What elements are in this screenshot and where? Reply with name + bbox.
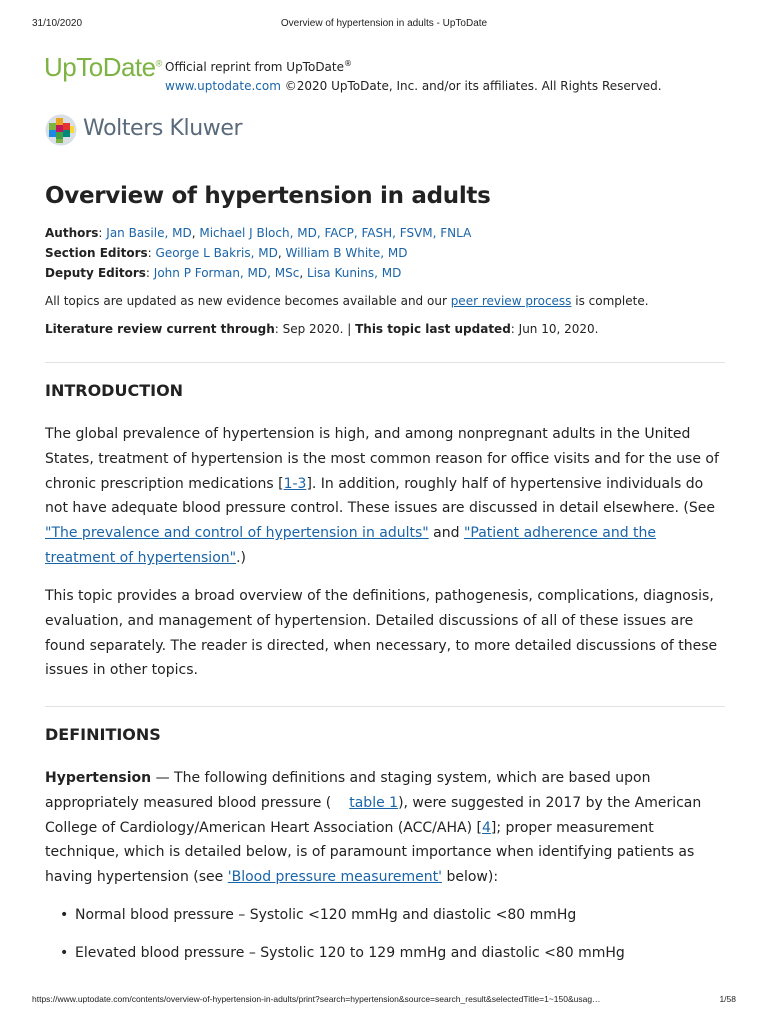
page-title: Overview of hypertension in adults xyxy=(45,183,491,209)
uptodate-logo-reg: ® xyxy=(155,58,162,69)
bp-measurement-link[interactable]: 'Blood pressure measurement' xyxy=(227,869,442,886)
introduction-paragraph-2: This topic provides a broad overview of the definitions, pathogenesis, complications, diagnosis, evaluation, and management of hypertension. Detailed discussions of all of these issues are found separately. The reader is directed, when necessary, to more detailed discussions of these issues in other topics. xyxy=(45,588,718,679)
definitions-heading: DEFINITIONS xyxy=(45,725,161,744)
list-item-text: Elevated blood pressure – Systolic 120 to 129 mmHg and diastolic <80 mmHg xyxy=(75,945,625,961)
section-divider xyxy=(45,362,725,363)
introduction-heading: INTRODUCTION xyxy=(45,381,184,400)
update-notice xyxy=(45,291,735,311)
print-url: https://www.uptodate.com/contents/overview-of-hypertension-in-adults/print?search=hypertension&source=search_result&selectedTitle=1~150&usag… xyxy=(32,994,601,1004)
section-editor-link[interactable]: George L Bakris, MD xyxy=(155,246,278,260)
definitions-text: ]; proper measurement technique, which is detailed below, is of paramount importance when identifying patients as having hypertension (see xyxy=(45,819,695,886)
deputy-editor-link[interactable]: Lisa Kunins, MD xyxy=(307,266,402,280)
definitions-text: — The following definitions and staging system, which are based upon appropriately measured blood pressure ( xyxy=(45,770,651,811)
intro-text: The global prevalence of hypertension is high, and among nonpregnant adults in the United States, treatment of hypertension is the most common reason for office visits and for the use of chronic prescription medications [ xyxy=(45,426,719,492)
adherence-topic-link[interactable]: "Patient adherence and the treatment of hypertension" xyxy=(45,525,657,566)
update-notice-text: All topics are updated as new evidence becomes available and our xyxy=(45,294,451,308)
definitions-paragraph xyxy=(45,766,727,890)
last-updated-value: : Jun 10, 2020. xyxy=(510,322,599,336)
section-editors-label: Section Editors xyxy=(45,246,148,260)
authors-label: Authors xyxy=(45,226,99,240)
print-date: 31/10/2020 xyxy=(32,18,83,29)
update-notice-end: is complete. xyxy=(571,294,649,308)
author-link[interactable]: Michael J Bloch, MD, FACP, FASH, FSVM, FNLA xyxy=(199,226,472,240)
official-reprint-notice xyxy=(165,54,662,96)
table-1-link[interactable]: table 1 xyxy=(349,794,399,811)
deputy-editor-link[interactable]: John P Forman, MD, MSc xyxy=(153,266,300,280)
reference-link[interactable]: 1-3 xyxy=(283,475,307,492)
last-updated-label: This topic last updated xyxy=(355,322,511,336)
uptodate-logo-text: UpToDate xyxy=(44,52,156,82)
copyright-text: ©2020 UpToDate, Inc. and/or its affiliates. All Rights Reserved. xyxy=(280,79,662,93)
definitions-text: below): xyxy=(442,869,499,886)
list-item-text: Normal blood pressure – Systolic <120 mmHg and diastolic <80 mmHg xyxy=(75,907,577,923)
section-divider xyxy=(45,706,725,707)
hypertension-term: Hypertension xyxy=(45,770,152,786)
official-prefix: Official reprint from UpToDate xyxy=(165,60,344,74)
print-header xyxy=(32,16,736,30)
intro-text: ]. In addition, roughly half of hypertensive individuals do not have adequate blood pressure control. These issues are discussed in detail elsewhere. (See xyxy=(45,475,716,517)
reference-link[interactable]: 4 xyxy=(481,819,491,836)
uptodate-logo[interactable] xyxy=(44,52,162,83)
definitions-text: ), were suggested in 2017 by the American College of Cardiology/American Heart Association (ACC/AHA) [ xyxy=(45,794,702,836)
official-reg: ® xyxy=(344,59,352,68)
print-doc-title: Overview of hypertension in adults - UpToDate xyxy=(280,18,488,29)
review-dates xyxy=(45,319,735,339)
uptodate-site-link[interactable]: www.uptodate.com xyxy=(165,79,281,93)
introduction-paragraph-1 xyxy=(45,422,727,571)
deputy-editors-line: Deputy Editors: John P Forman, MD, MSc, Lisa Kunins, MD xyxy=(45,266,402,280)
bullet-icon: • xyxy=(60,907,69,923)
wolters-kluwer-emblem-icon xyxy=(45,114,77,146)
section-editors-line: Section Editors: George L Bakris, MD, William B White, MD xyxy=(45,246,408,260)
publisher-name: Wolters Kluwer xyxy=(83,116,243,141)
intro-text: and xyxy=(428,525,464,542)
deputy-editors-label: Deputy Editors xyxy=(45,266,146,280)
intro-text: .) xyxy=(236,549,246,566)
bullet-icon: • xyxy=(60,945,69,961)
peer-review-link[interactable]: peer review process xyxy=(450,294,572,308)
page-number: 1/58 xyxy=(719,994,736,1004)
brand-row xyxy=(44,52,724,92)
author-link[interactable]: Jan Basile, MD xyxy=(106,226,192,240)
authors-line: Authors: Jan Basile, MD, Michael J Bloch, MD, FACP, FASH, FSVM, FNLA xyxy=(45,226,472,240)
section-editor-link[interactable]: William B White, MD xyxy=(285,246,408,260)
lit-review-value: : Sep 2020. | xyxy=(274,322,356,336)
prevalence-topic-link[interactable]: "The prevalence and control of hypertension in adults" xyxy=(45,525,429,542)
lit-review-label: Literature review current through xyxy=(45,322,275,336)
print-footer xyxy=(32,994,736,1006)
